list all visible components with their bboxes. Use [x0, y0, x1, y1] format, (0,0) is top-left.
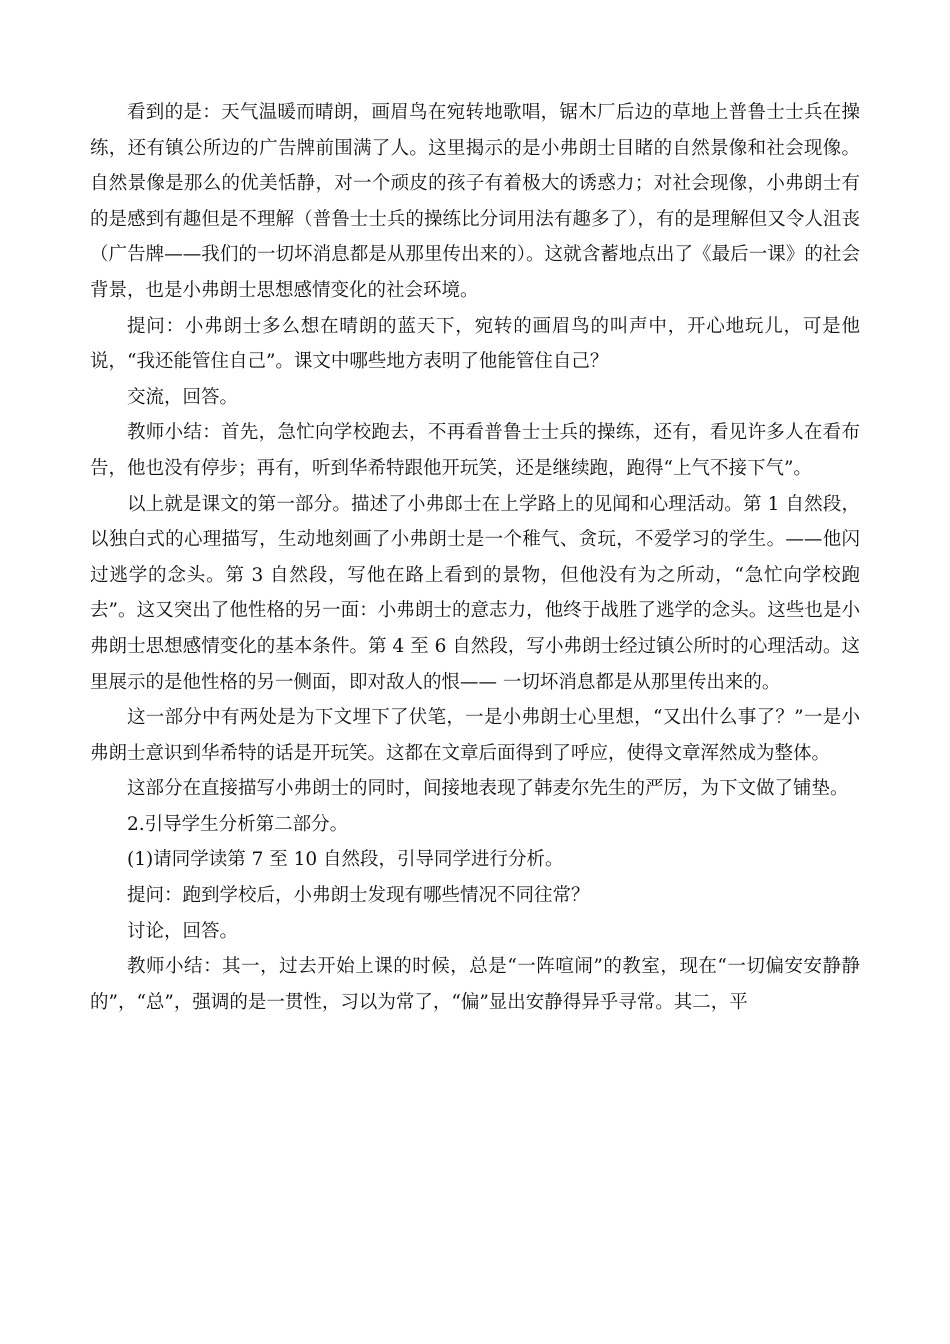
document-body [90, 95, 860, 1020]
paragraph-question-self-control: 提问：小弗朗士多么想在晴朗的蓝天下，宛转的画眉鸟的叫声中，开心地玩儿，可是他说，“我还能管住自己”。课文中哪些地方表明了他能管住自己？ [90, 315, 860, 373]
paragraph-discuss-answer: 讨论，回答。 [127, 920, 239, 942]
paragraph-foreshadowing: 这一部分中有两处是为下文埋下了伏笔，一是小弗朗士心里想，“又出什么事了？”一是小弗朗士意识到华希特的话是开玩笑。这都在文章后面得到了呼应，使得文章浑然成为整体。 [90, 707, 860, 764]
paragraph-question-differences: 提问：跑到学校后，小弗朗士发现有哪些情况不同往常？ [127, 885, 590, 907]
paragraph-observations: 看到的是：天气温暖而晴朗，画眉鸟在宛转地歌唱，锯木厂后边的草地上普鲁士士兵在操练，还有镇公所边的广告牌前围满了人。这里揭示的是小弗朗士目睹的自然景像和社会现像。自然景像是那么的优美恬静，对一个顽皮的孩子有着极大的诱惑力；对社会现像，小弗朗士有的是感到有趣但是不理解（普鲁士士兵的操练比分词用法有趣多了），有的是理解但又令人沮丧（广告牌——我们的一切坏消息都是从那里传出来的）。这就含蓄地点出了《最后一课》的社会背景，也是小弗朗士思想感情变化的社会环境。 [90, 102, 860, 301]
paragraph-indirect-portrayal: 这部分在直接描写小弗朗士的同时，间接地表现了韩麦尔先生的严厉，为下文做了铺垫。 [127, 778, 849, 800]
paragraph-teacher-summary-2: 教师小结：其一，过去开始上课的时候，总是“一阵喧闹”的教室，现在“一切偏安安静静的”，“总”，强调的是一贯性，习以为常了，“偏”显出安静得异乎寻常。其二，平 [90, 956, 860, 1013]
paragraph-discussion: 交流，回答。 [127, 386, 239, 408]
paragraph-read-instruction: (1)请同学读第 7 至 10 自然段，引导同学进行分析。 [127, 849, 564, 871]
paragraph-part-one-analysis: 以上就是课文的第一部分。描述了小弗郎士在上学路上的见闻和心理活动。第 1 自然段，以独白式的心理描写，生动地刻画了小弗朗士是一个稚气、贪玩，不爱学习的学生。——他闪过逃学的念头。第 3 自然段，写他在路上看到的景物，但他没有为之所动，“急忙向学校跑去”。这又突出了他性格的另一面：小弗朗士的意志力，他终于战胜了逃学的念头。这些也是小弗朗士思想感情变化的基本条件。第 4 至 6 自然段，写小弗朗士经过镇公所时的心理活动。这里展示的是他性格的另一侧面，即对敌人的恨—— 一切坏消息都是从那里传出来的。 [90, 493, 860, 693]
section-heading-part-two: 2.引导学生分析第二部分。 [127, 813, 349, 835]
paragraph-teacher-summary-1: 教师小结：首先，急忙向学校跑去，不再看普鲁士士兵的操练，还有，看见许多人在看布告，他也没有停步；再有，听到华希特跟他开玩笑，还是继续跑，跑得“上气不接下气”。 [90, 422, 860, 479]
